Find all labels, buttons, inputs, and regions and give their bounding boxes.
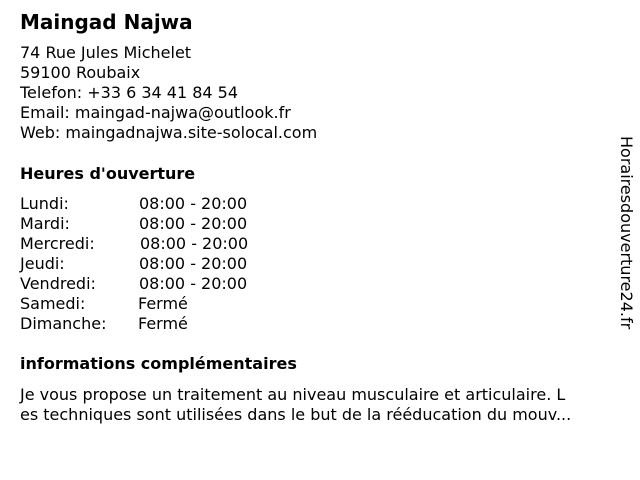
- hours-value: Fermé: [138, 294, 188, 313]
- hours-value: Fermé: [138, 314, 188, 333]
- info-line-1: Je vous propose un traitement au niveau musculaire et articulaire. L: [20, 385, 566, 404]
- business-name: Maingad Najwa: [20, 10, 193, 34]
- hours-value: 08:00 - 20:00: [139, 214, 248, 233]
- day-label: Dimanche:: [20, 314, 107, 333]
- hours-value: 08:00 - 20:00: [140, 234, 249, 253]
- opening-hours-heading: Heures d'ouverture: [20, 164, 196, 183]
- email-text: Email: maingad-najwa@outlook.fr: [20, 103, 291, 122]
- website-text: Web: maingadnajwa.site-solocal.com: [20, 123, 318, 142]
- brand-watermark: Horairesdouverture24.fr: [617, 136, 636, 330]
- day-label: Mardi:: [20, 214, 70, 233]
- additional-info-heading: informations complémentaires: [20, 354, 297, 373]
- hours-value: 08:00 - 20:00: [139, 194, 248, 213]
- hours-value: 08:00 - 20:00: [139, 274, 248, 293]
- day-label: Jeudi:: [20, 254, 65, 273]
- contact-block: [20, 43, 317, 143]
- day-label: Mercredi:: [20, 234, 95, 253]
- address-line-2: 59100 Roubaix: [20, 63, 141, 82]
- day-label: Lundi:: [20, 194, 69, 213]
- phone-text: Telefon: +33 6 34 41 84 54: [20, 83, 239, 102]
- address-line-1: 74 Rue Jules Michelet: [20, 43, 192, 62]
- day-label: Samedi:: [20, 294, 86, 313]
- day-label: Vendredi:: [20, 274, 96, 293]
- additional-info-text: [20, 385, 620, 425]
- hours-value: 08:00 - 20:00: [139, 254, 248, 273]
- info-line-2: es techniques sont utilisées dans le but de la rééducation du mouv...: [20, 405, 572, 424]
